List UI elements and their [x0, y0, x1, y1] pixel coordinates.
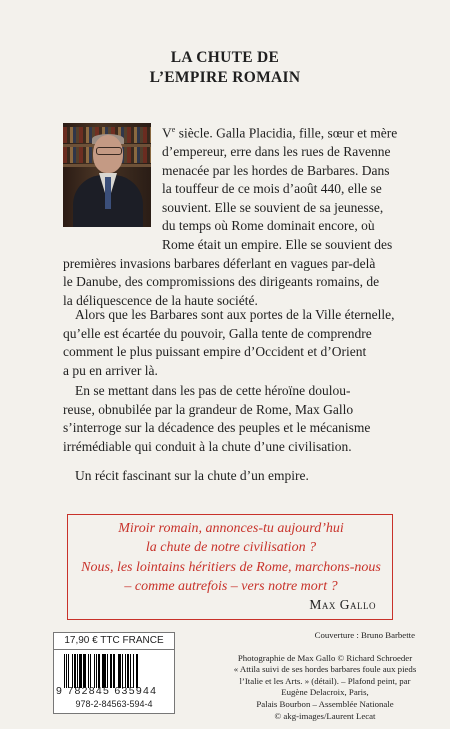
- summary-line: s’interroge sur la décadence des peuples et le mécanisme: [63, 420, 371, 436]
- summary-line: la déliquescence de la haute société.: [63, 292, 258, 308]
- summary-line: le Danube, des compromissions des dirigeants romains, de: [63, 274, 380, 290]
- summary-line: comment le plus puissant empire d’Occident et d’Orient: [63, 344, 367, 360]
- summary-line: du temps où Rome dominait encore, où: [162, 218, 375, 234]
- quote-text: [68, 519, 394, 597]
- summary-line: Rome était un empire. Elle se souvient des: [162, 237, 393, 253]
- book-title: [0, 48, 450, 88]
- summary-line: [63, 121, 398, 143]
- summary-line: la touffeur de ce mois d’août 440, elle se: [162, 181, 382, 197]
- credit-line: © akg-images/Laurent Lecat: [274, 710, 376, 721]
- summary-line: d’empereur, erre dans les rues de Ravenne: [162, 144, 391, 160]
- barcode-label: [53, 632, 175, 714]
- summary-paragraph-4: [63, 467, 393, 486]
- summary-line: irrémédiable qui conduit à la chute d’une civilisation.: [63, 438, 352, 454]
- cover-credit: Couverture : Bruno Barbette: [314, 630, 415, 640]
- barcode-bar: [137, 654, 138, 688]
- price-label: 17,90 € TTC FRANCE: [64, 635, 164, 646]
- summary-line: En se mettant dans les pas de cette héroïne doulou-: [75, 383, 351, 398]
- credit-line: Photographie de Max Gallo © Richard Schroeder: [237, 652, 413, 663]
- credit-line: Eugène Delacroix, Paris,: [281, 687, 369, 698]
- summary-paragraph-1: [63, 121, 398, 310]
- summary-paragraph-3: [63, 382, 393, 456]
- isbn-number: 978-2-84563-594-4: [75, 699, 153, 709]
- quote-line: – comme autrefois – vers notre mort ?: [124, 579, 338, 595]
- barcode-bars: [64, 654, 168, 688]
- quote-author: Max Gallo: [309, 597, 376, 612]
- ean-number: 9 782845 635944: [56, 685, 158, 697]
- credit-line: « Attila suivi de ses hordes barbares foule aux pieds: [233, 664, 417, 675]
- summary-line: souvient. Elle se souvient de sa jeunesse,: [162, 199, 384, 215]
- price-divider: [54, 649, 174, 650]
- quote-line: la chute de notre civilisation ?: [145, 540, 317, 556]
- quote-box: [67, 514, 393, 620]
- summary-line: reuse, obnubilée par la grandeur de Rome, Max Gallo: [63, 401, 354, 417]
- book-title-line-2: L’EMPIRE ROMAIN: [149, 69, 301, 86]
- quote-line: Nous, les lointains héritiers de Rome, marchons-nous: [81, 559, 381, 575]
- summary-line: a pu en arriver là.: [63, 362, 158, 378]
- summary-line: Un récit fascinant sur la chute d’un empire.: [75, 468, 309, 483]
- credit-line: l’Italie et les Arts. » (détail). – Plafond peint, par: [239, 675, 411, 686]
- summary-line-text: siècle. Galla Placidia, fille, sœur et mère: [175, 125, 398, 141]
- century-superscript: e: [171, 125, 176, 134]
- summary-paragraph-2: [63, 306, 393, 380]
- summary-line: qu’elle est écartée du pouvoir, Galla tente de comprendre: [63, 325, 372, 341]
- credit-line: Palais Bourbon – Assemblée Nationale: [256, 698, 394, 709]
- summary-line: Alors que les Barbares sont aux portes de la Ville éternelle,: [75, 307, 395, 322]
- summary-line: premières invasions barbares déferlant en vagues par-delà: [63, 255, 376, 271]
- summary-line: menacée par les hordes de Barbares. Dans: [162, 162, 390, 178]
- image-credits: [230, 630, 420, 722]
- quote-line: Miroir romain, annonces-tu aujourd’hui: [118, 521, 344, 536]
- century-numeral: V: [162, 125, 172, 141]
- book-title-line-1: LA CHUTE DE: [170, 49, 280, 66]
